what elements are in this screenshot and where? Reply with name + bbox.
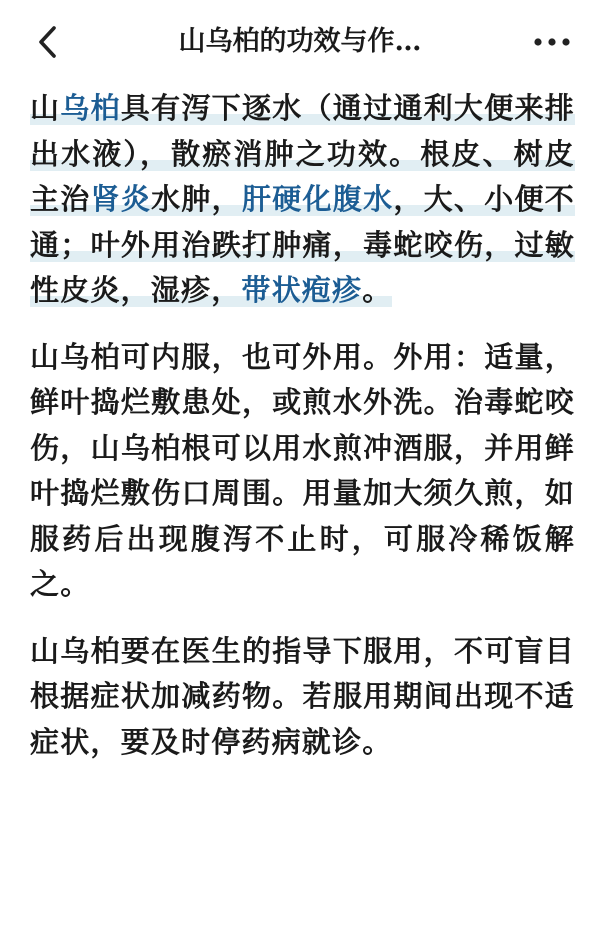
text-segment: 。: [362, 273, 393, 307]
more-button[interactable]: [530, 24, 574, 60]
link-shenyan[interactable]: 肾炎: [90, 182, 152, 216]
link-shanwubai[interactable]: 乌柏: [60, 91, 121, 125]
paragraph-highlighted: [30, 86, 575, 314]
text-segment: 山: [30, 91, 61, 125]
article-body: [30, 86, 575, 765]
top-bar: [0, 0, 600, 82]
text-segment: 具有泻下逐水（通过通利大便来排出水液），散瘀消肿之功效。根皮、树皮主治: [30, 91, 575, 216]
link-daizhuang-paozhen[interactable]: 带状疱疹: [241, 273, 363, 307]
page-title: 山乌柏的功效与作…: [178, 26, 422, 57]
more-horizontal-icon: [530, 24, 574, 60]
highlight-block: [30, 91, 575, 307]
chevron-left-icon: [30, 22, 70, 62]
text-segment: 水肿，: [151, 182, 242, 216]
link-ganyinghua-fushui[interactable]: 肝硬化腹水: [241, 182, 394, 216]
back-button[interactable]: [30, 22, 70, 62]
paragraph-caution: 山乌柏要在医生的指导下服用，不可盲目根据症状加减药物。若服用期间出现不适症状，要及时停药病就诊。: [30, 633, 575, 759]
paragraph-usage: 山乌柏可内服，也可外用。外用：适量，鲜叶捣烂敷患处，或煎水外洗。治毒蛇咬伤，山乌柏根可以用水煎冲酒服，并用鲜叶捣烂敷伤口周围。用量加大须久煎，如服药后出现腹泻不止时，可服冷稀饭解之。: [30, 339, 575, 601]
text-segment: ，大、小便不通；叶外用治跌打肿痛，毒蛇咬伤，过敏性皮炎，湿疹，: [30, 182, 575, 307]
